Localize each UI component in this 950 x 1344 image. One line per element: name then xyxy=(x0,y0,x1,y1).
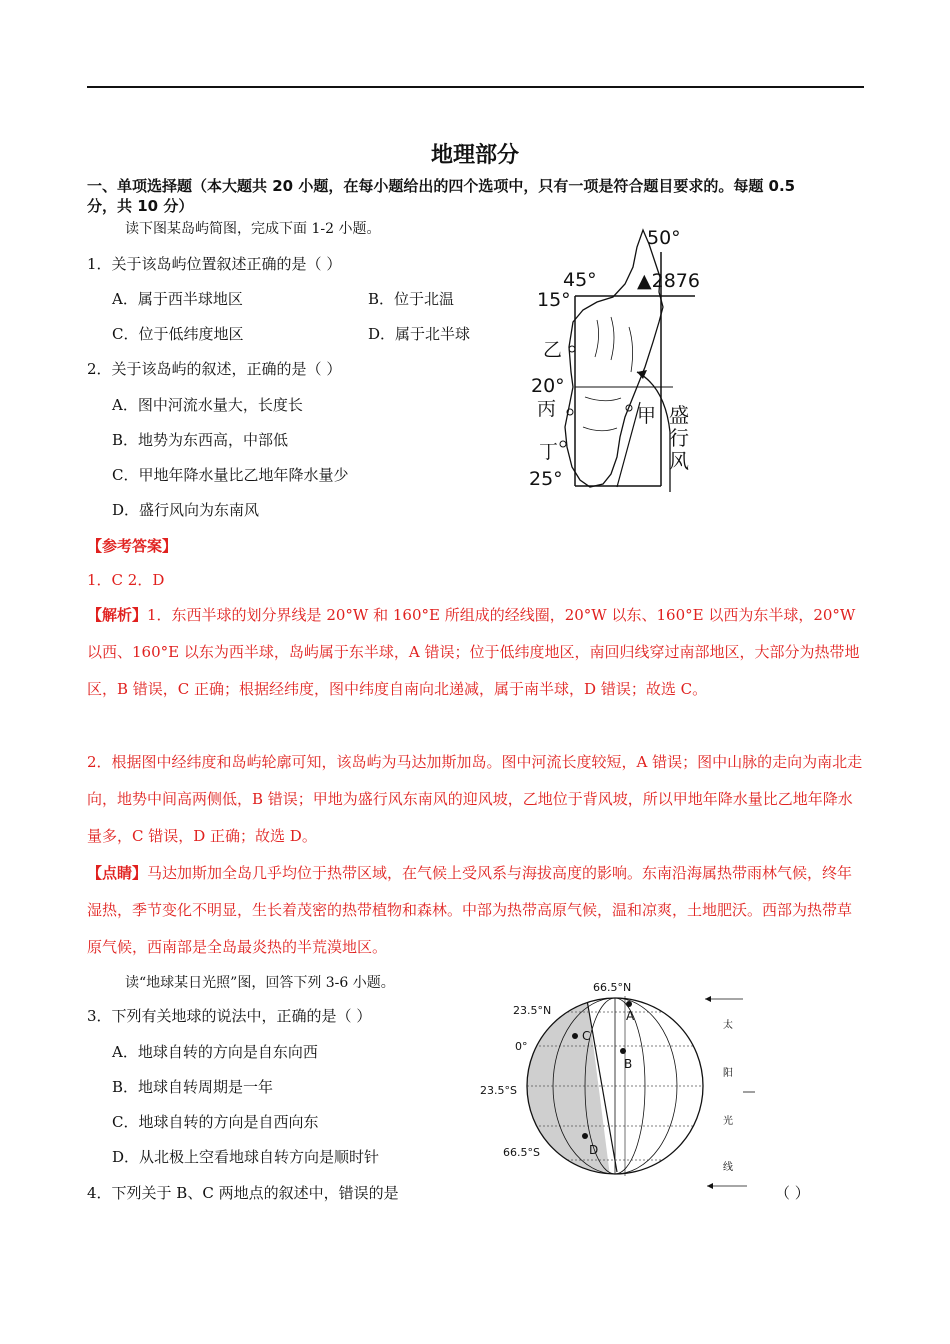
label-lat-15: 15° xyxy=(537,289,571,311)
point-d xyxy=(582,1133,588,1139)
label-lon-45: 45° xyxy=(563,269,597,291)
river xyxy=(583,427,617,431)
answer-text: 1．C 2．D xyxy=(87,571,165,589)
globe-figure xyxy=(475,976,765,1196)
q2-option-d: D．盛行风向为东南风 xyxy=(112,501,260,519)
sunlight-arrowhead xyxy=(705,996,711,1002)
label-c: C xyxy=(582,1029,591,1043)
label-sun-3: 光 xyxy=(723,1116,733,1127)
q3-stem: 3．下列有关地球的说法中，正确的是（ ） xyxy=(87,1007,372,1025)
intro-q1-2: 读下图某岛屿简图，完成下面 1-2 小题。 xyxy=(125,221,381,237)
point-ding xyxy=(560,441,566,447)
label-sun-2: 阳 xyxy=(723,1068,733,1079)
q4-paren: （ ） xyxy=(775,1184,810,1202)
label-lat-235s: 23.5°S xyxy=(480,1084,517,1097)
section-header-cont: 分，共 10 分） xyxy=(87,197,194,215)
q1-option-b: B．位于北温 xyxy=(368,290,455,308)
label-lat-20: 20° xyxy=(531,375,565,397)
point-c xyxy=(572,1033,578,1039)
q1-stem: 1．关于该岛屿位置叙述正确的是（ ） xyxy=(87,255,342,273)
analysis-1: 【解析】1．东西半球的划分界线是 20°W 和 160°E 所组成的经线圈，20°W 以东、160°E 以西为东半球，20°W 以西、160°E 以东为西半球，岛屿属于东半球，A 错误；位于低纬度地区，南回归线穿过南部地区，大部分为热带地区，B 错误，C 正确；根据经纬度，图中纬度自南向北递减，属于南半球，D 错误；故选 C。 xyxy=(87,606,860,698)
q2-option-b: B．地势为东西高，中部低 xyxy=(112,431,289,449)
analysis-2: 2．根据图中经纬度和岛屿轮廓可知，该岛屿为马达加斯加岛。图中河流长度较短，A 错误；图中山脉的走向为南北走向，地势中间高两侧低，B 错误；甲地为盛行风东南风的迎风坡，乙地位于背风坡，所以甲地年降水量比乙地年降水量多，C 错误，D 正确；故选 D。 xyxy=(87,753,863,845)
q3-option-c: C．地球自转的方向是自西向东 xyxy=(112,1113,319,1131)
q3-option-d: D．从北极上空看地球自转方向是顺时针 xyxy=(112,1148,380,1166)
label-sun-4: 线 xyxy=(723,1162,733,1173)
label-wind-1: 盛 xyxy=(669,403,689,427)
river xyxy=(629,327,633,372)
label-b: B xyxy=(624,1057,633,1071)
intro-q3-6: 读“地球某日光照”图，回答下列 3-6 小题。 xyxy=(125,975,395,991)
label-bing: 丙 xyxy=(537,398,557,420)
point-b xyxy=(620,1048,626,1054)
tip: 【点睛】马达加斯加全岛几乎均位于热带区域，在气候上受风系与海拔高度的影响。东南沿海属热带雨林气候，终年湿热，季节变化不明显，生长着茂密的热带植物和森林。中部为热带高原气候，温和凉爽，土地肥沃。西部为热带草原气候，西南部是全岛最炎热的半荒漠地区。 xyxy=(87,864,853,956)
river xyxy=(611,317,614,360)
river xyxy=(585,397,621,401)
label-d: D xyxy=(589,1143,599,1157)
label-lat-665n: 66.5°N xyxy=(593,981,632,994)
q1-option-a: A．属于西半球地区 xyxy=(112,290,243,308)
header-rule xyxy=(87,86,864,88)
label-lat-0: 0° xyxy=(515,1040,528,1053)
label-jia: 甲 xyxy=(637,405,657,427)
label-yi: 乙 xyxy=(543,339,563,361)
label-peak: ▲2876 xyxy=(637,270,700,292)
point-a xyxy=(626,1001,632,1007)
section-header: 一、单项选择题（本大题共 20 小题，在每小题给出的四个选项中，只有一项是符合题目要求的。每题 0.5 xyxy=(87,177,796,195)
river xyxy=(595,320,599,357)
label-a: A xyxy=(626,1009,635,1023)
q2-option-c: C．甲地年降水量比乙地年降水量少 xyxy=(112,466,349,484)
q2-option-a: A．图中河流水量大，长度长 xyxy=(112,396,303,414)
analysis-label: 【解析】 xyxy=(87,606,148,624)
tip-label: 【点睛】 xyxy=(87,864,148,882)
q2-stem: 2．关于该岛屿的叙述，正确的是（ ） xyxy=(87,360,342,378)
label-lat-25: 25° xyxy=(529,468,563,490)
q3-option-a: A．地球自转的方向是自东向西 xyxy=(112,1043,318,1061)
q3-option-b: B．地球自转周期是一年 xyxy=(112,1078,274,1096)
label-lon-50: 50° xyxy=(647,227,681,249)
label-wind-3: 风 xyxy=(669,449,689,473)
sunlight-arrowhead xyxy=(707,1183,713,1189)
label-sun-1: 太 xyxy=(723,1020,733,1031)
q1-option-d: D．属于北半球 xyxy=(368,325,471,343)
label-lat-235n: 23.5°N xyxy=(513,1004,552,1017)
point-yi xyxy=(569,346,575,352)
page-title: 地理部分 xyxy=(430,143,519,168)
q1-option-c: C．位于低纬度地区 xyxy=(112,325,244,343)
q4-stem: 4．下列关于 B、C 两地点的叙述中，错误的是 xyxy=(87,1184,399,1202)
label-wind-2: 行 xyxy=(669,426,689,450)
island-map xyxy=(525,222,705,492)
label-ding: 丁 xyxy=(539,441,559,463)
label-lat-665s: 66.5°S xyxy=(503,1146,540,1159)
wind-arrow xyxy=(637,372,670,492)
answer-label: 【参考答案】 xyxy=(87,537,178,555)
